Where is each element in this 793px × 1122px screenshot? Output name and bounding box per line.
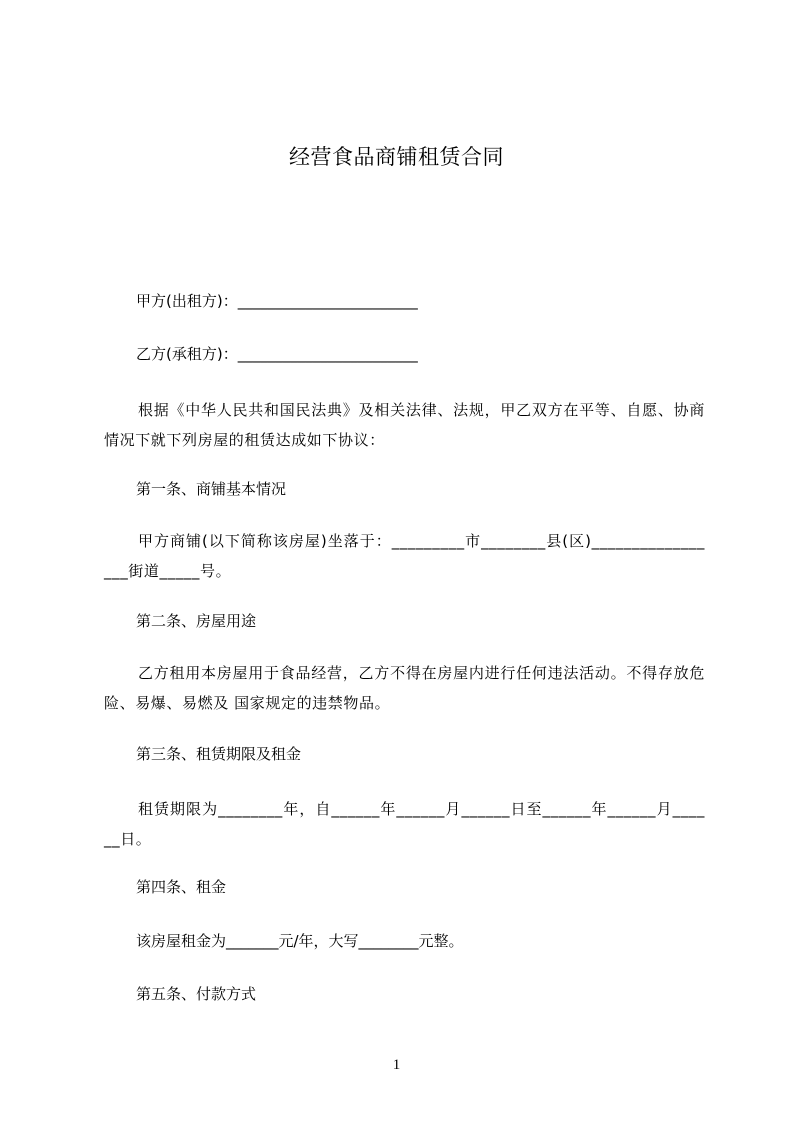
party-b-line: 乙方(承租方)：________________________ [136,345,418,363]
article-4-heading: 第四条、租金 [136,878,227,896]
article-2-heading: 第二条、房屋用途 [136,612,257,630]
article-3-body: 租赁期限为________年，自______年______月______日至______年______月____ __日。 [104,800,705,848]
article-4-body: 该房屋租金为_______元/年，大写________元整。 [136,932,464,950]
article-1-heading: 第一条、商铺基本情况 [136,480,287,498]
page-number: 1 [392,1057,401,1073]
article-5-heading: 第五条、付款方式 [136,985,257,1003]
document-title: 经营食品商铺租赁合同 [289,145,504,169]
article-1-body: 甲方商铺(以下简称该房屋)坐落于：_________市________县(区)______________ ___街道_____号。 [104,532,705,580]
article-2-body: 乙方租用本房屋用于食品经营，乙方不得在房屋内进行任何违法活动。不得存放危险、易爆、易燃及 国家规定的违禁物品。 [104,664,705,712]
party-a-line: 甲方(出租方)：________________________ [136,292,418,310]
article-3-heading: 第三条、租赁期限及租金 [136,745,302,763]
intro-paragraph: 根据《中华人民共和国民法典》及相关法律、法规，甲乙双方在平等、自愿、协商情况下就下列房屋的租赁达成如下协议： [104,401,705,449]
